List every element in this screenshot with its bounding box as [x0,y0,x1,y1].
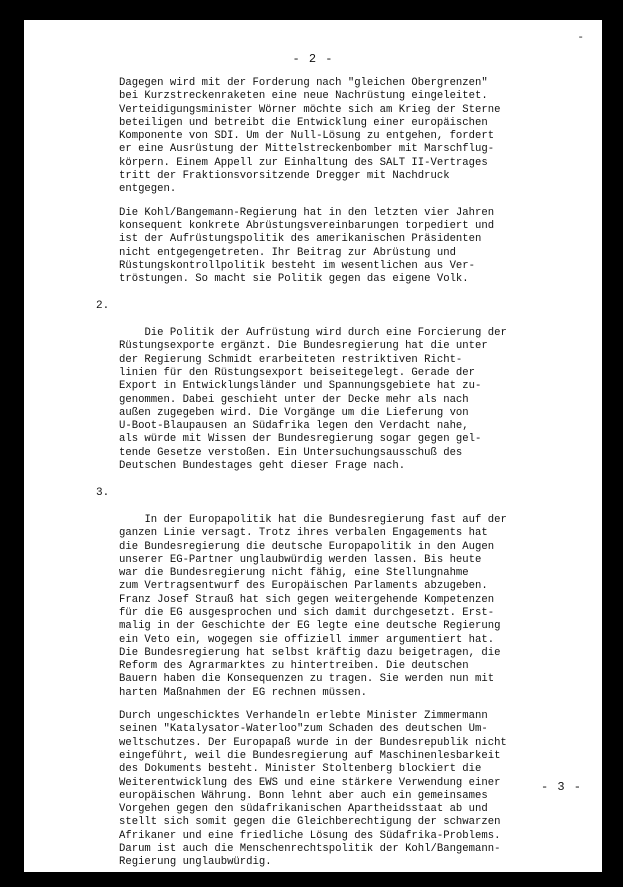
text-line: Rüstungsexporte ergänzt. Die Bundesregierung hat die unter [119,340,488,353]
text-line: Reform des Agrarmarktes zu hintertreiben. Die deutschen [119,660,469,673]
text-line: tröstungen. So macht sie Politik gegen das eigene Volk. [119,273,469,286]
corner-mark: - [577,32,584,44]
text-line: ist der Aufrüstungspolitik des amerikanischen Präsidenten [119,233,482,246]
paragraph-1 [119,77,569,197]
text-line: Deutschen Bundestages geht dieser Frage nach. [119,460,406,473]
text-line: Verteidigungsminister Wörner möchte sich am Krieg der Sterne [119,103,501,116]
text-line: malig in der Geschichte der EG legte eine deutsche Regierung [119,620,501,633]
text-line: Rüstungskontrollpolitik besteht im wesentlichen aus Ver- [119,259,476,272]
paragraph-2 [119,207,569,287]
text-line: In der Europapolitik hat die Bundesregierung fast auf der [144,513,507,526]
page-number: - 2 - [292,52,334,66]
text-line: seinen "Katalysator-Waterloo"zum Schaden des deutschen Um- [119,723,488,736]
text-line: linien für den Rüstungsexport beiseitegelegt. Gerade der [119,366,476,379]
text-line: der Regierung Schmidt erarbeiteten restriktiven Richt- [119,353,463,366]
document-body [96,77,569,880]
text-line: Weiterentwicklung des EWS und eine stärkere Verwendung einer [119,776,501,789]
paragraph-item-3 [96,487,569,700]
text-line: tende Gesetze verstoßen. Ein Untersuchungsausschuß des [119,446,463,459]
text-line: tritt der Fraktionsvorsitzende Dregger mit Nachdruck [119,170,450,183]
text-line: entgegen. [119,183,177,196]
text-line: weltschutzes. Der Europapaß wurde in der Bundesrepublik nicht [119,736,507,749]
text-line: Regierung unglaubwürdig. [119,856,272,869]
text-line: Export in Entwicklungsländer und Spannungsgebiete hat zu- [119,380,482,393]
text-line: körpern. Einem Appell zur Einhaltung des SALT II-Vertrages [119,156,488,169]
text-line: des Dokuments besteht. Minister Stoltenberg blockiert die [119,763,482,776]
text-line: europäischen Währung. Bonn lehnt aber auch ein gemeinsames [119,789,488,802]
text-line: Die Kohl/Bangemann-Regierung hat in den letzten vier Jahren [119,206,495,219]
text-line: U-Boot-Blaupausen an Südafrika legen den Verdacht nahe, [119,420,469,433]
next-page-marker: - 3 - [540,780,582,794]
text-line: als würde mit Wissen der Bundesregierung sogar gegen gel- [119,433,482,446]
text-line: genommen. Dabei geschieht unter der Decke mehr als nach [119,393,469,406]
text-line: Komponente von SDI. Um der Null-Lösung zu entgehen, fordert [119,130,495,143]
text-line: Afrikaner und eine friedliche Lösung des Südafrika-Problems. [119,829,501,842]
text-line: war die Bundesregierung nicht fähig, eine Stellungnahme [119,567,469,580]
text-line: die Bundesregierung die deutsche Europapolitik in den Augen [119,540,495,553]
text-line: er eine Ausrüstung der Mittelstreckenbomber mit Marschflug- [119,143,495,156]
text-line: Die Bundesregierung hat selbst kräftig dazu beigetragen, die [119,646,501,659]
text-line: ein Veto ein, wogegen sie offiziell immer argumentiert hat. [119,633,495,646]
text-line: Durch ungeschicktes Verhandeln erlebte Minister Zimmermann [119,710,488,723]
text-line: Dagegen wird mit der Forderung nach "gleichen Obergrenzen" [119,77,488,89]
text-line: ganzen Linie versagt. Trotz ihres verbalen Engagements hat [119,527,488,540]
text-line: Bauern haben die Konsequenzen zu tragen. Sie werden nun mit [119,673,495,686]
text-line: Die Politik der Aufrüstung wird durch eine Forcierung der [144,327,507,340]
text-line: eingeführt, weil die Bundesregierung auf Maschinenlesbarkeit [119,749,501,762]
document-page [24,20,602,872]
list-number: 2. [96,300,110,313]
text-line: beteiligen und betreibt die Entwicklung einer europäischen [119,116,488,129]
text-line: Franz Josef Strauß hat sich gegen weitergehende Kompetenzen [119,593,495,606]
text-line: Vorgehen gegen den südafrikanischen Apartheidsstaat ab und [119,803,488,816]
text-line: konsequent konkrete Abrüstungsvereinbarungen torpediert und [119,219,495,232]
text-line: stellt sich somit gegen die Gleichberechtigung der schwarzen [119,816,501,829]
text-line: außen zugegeben wird. Die Vorgänge um die Lieferung von [119,406,469,419]
text-line: bei Kurzstreckenraketen eine neue Nachrüstung eingeleitet. [119,90,488,103]
text-line: nicht entgegengetreten. Ihr Beitrag zur Abrüstung und [119,246,456,259]
paragraph-5 [119,710,569,870]
text-line: Darum ist auch die Menschenrechtspolitik der Kohl/Bangemann- [119,843,501,856]
text-line: zum Vertragsentwurf des Europäischen Parlaments abzugeben. [119,580,488,593]
text-line: unserer EG-Partner unglaubwürdig werden lassen. Bis heute [119,553,482,566]
list-number: 3. [96,487,110,500]
text-line: für die EG ausgesprochen und sich damit durchgesetzt. Erst- [119,606,495,619]
text-line: harten Maßnahmen der EG rechnen müssen. [119,686,367,699]
paragraph-item-2 [96,300,569,473]
